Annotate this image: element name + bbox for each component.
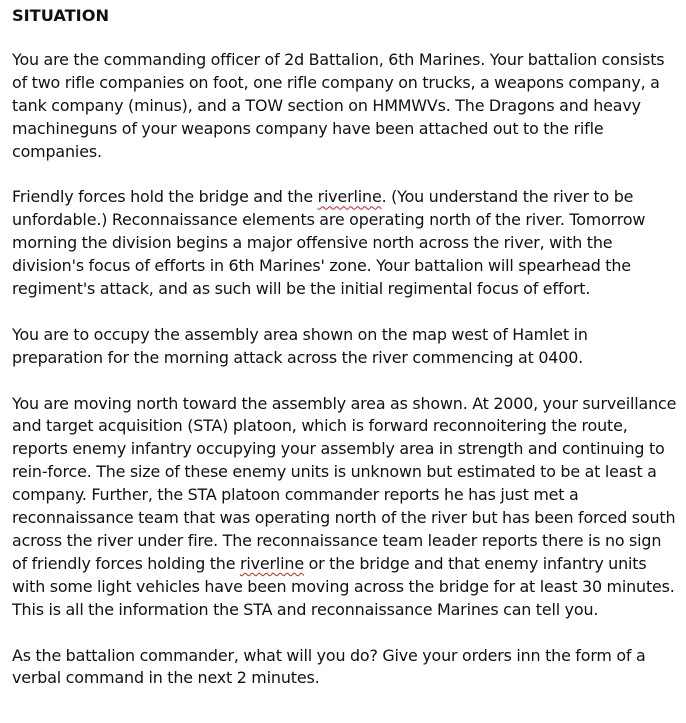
paragraph-battalion-composition: You are the commanding officer of 2d Battalion, 6th Marines. Your battalion consists of two rifle companies on foot, one rifle company on trucks, a weapons company, a tank company (minus), and a TOW section on HMMWVs. The Dragons and heavy machineguns of your weapons company have been attached out to the rifle companies.: [12, 50, 665, 161]
text-run: Friendly forces hold the bridge and the: [12, 187, 318, 207]
text-run: You are moving north toward the assembly area as shown. At 2000, your surveillance and target acquisition (STA) platoon, which is forward reconnoitering the route, reports enemy infantry occupying your assembly area in strength and continuing to rein-force. The size of these enemy units is unknown but estimated to be at least a company. Further, the STA platoon commander reports he has just met a reconnaissance team that was operating north of the river but has been forced south across the river under fire. The reconnaissance team leader reports there is no sign of friendly forces holding the: [12, 393, 677, 573]
paragraph-friendly-forces: [12, 186, 678, 301]
text-run: or the bridge and that enemy infantry units with some light vehicles have been moving across the bridge for at least 30 minutes. This is all the information the STA and reconnaissance Marines can tell you.: [12, 553, 675, 619]
spellcheck-flagged-word[interactable]: riverline: [239, 553, 304, 573]
paragraph-question: As the battalion commander, what will you do? Give your orders inn the form of a verbal command in the next 2 minutes.: [12, 645, 646, 688]
spellcheck-flagged-word[interactable]: riverline: [317, 187, 382, 207]
section-heading: SITUATION: [12, 6, 110, 25]
paragraph-assembly-area: You are to occupy the assembly area shown on the map west of Hamlet in preparation for the morning attack across the river commencing at 0400.: [12, 324, 588, 367]
text-run: . (You understand the river to be unfordable.) Reconnaissance elements are operating north of the river. Tomorrow morning the division begins a major offensive north across the river, with the division's focus of efforts in 6th Marines' zone. Your battalion will spearhead the regiment's attack, and as such will be the initial regimental focus of effort.: [12, 187, 646, 299]
paragraph-sta-report: [12, 393, 678, 622]
